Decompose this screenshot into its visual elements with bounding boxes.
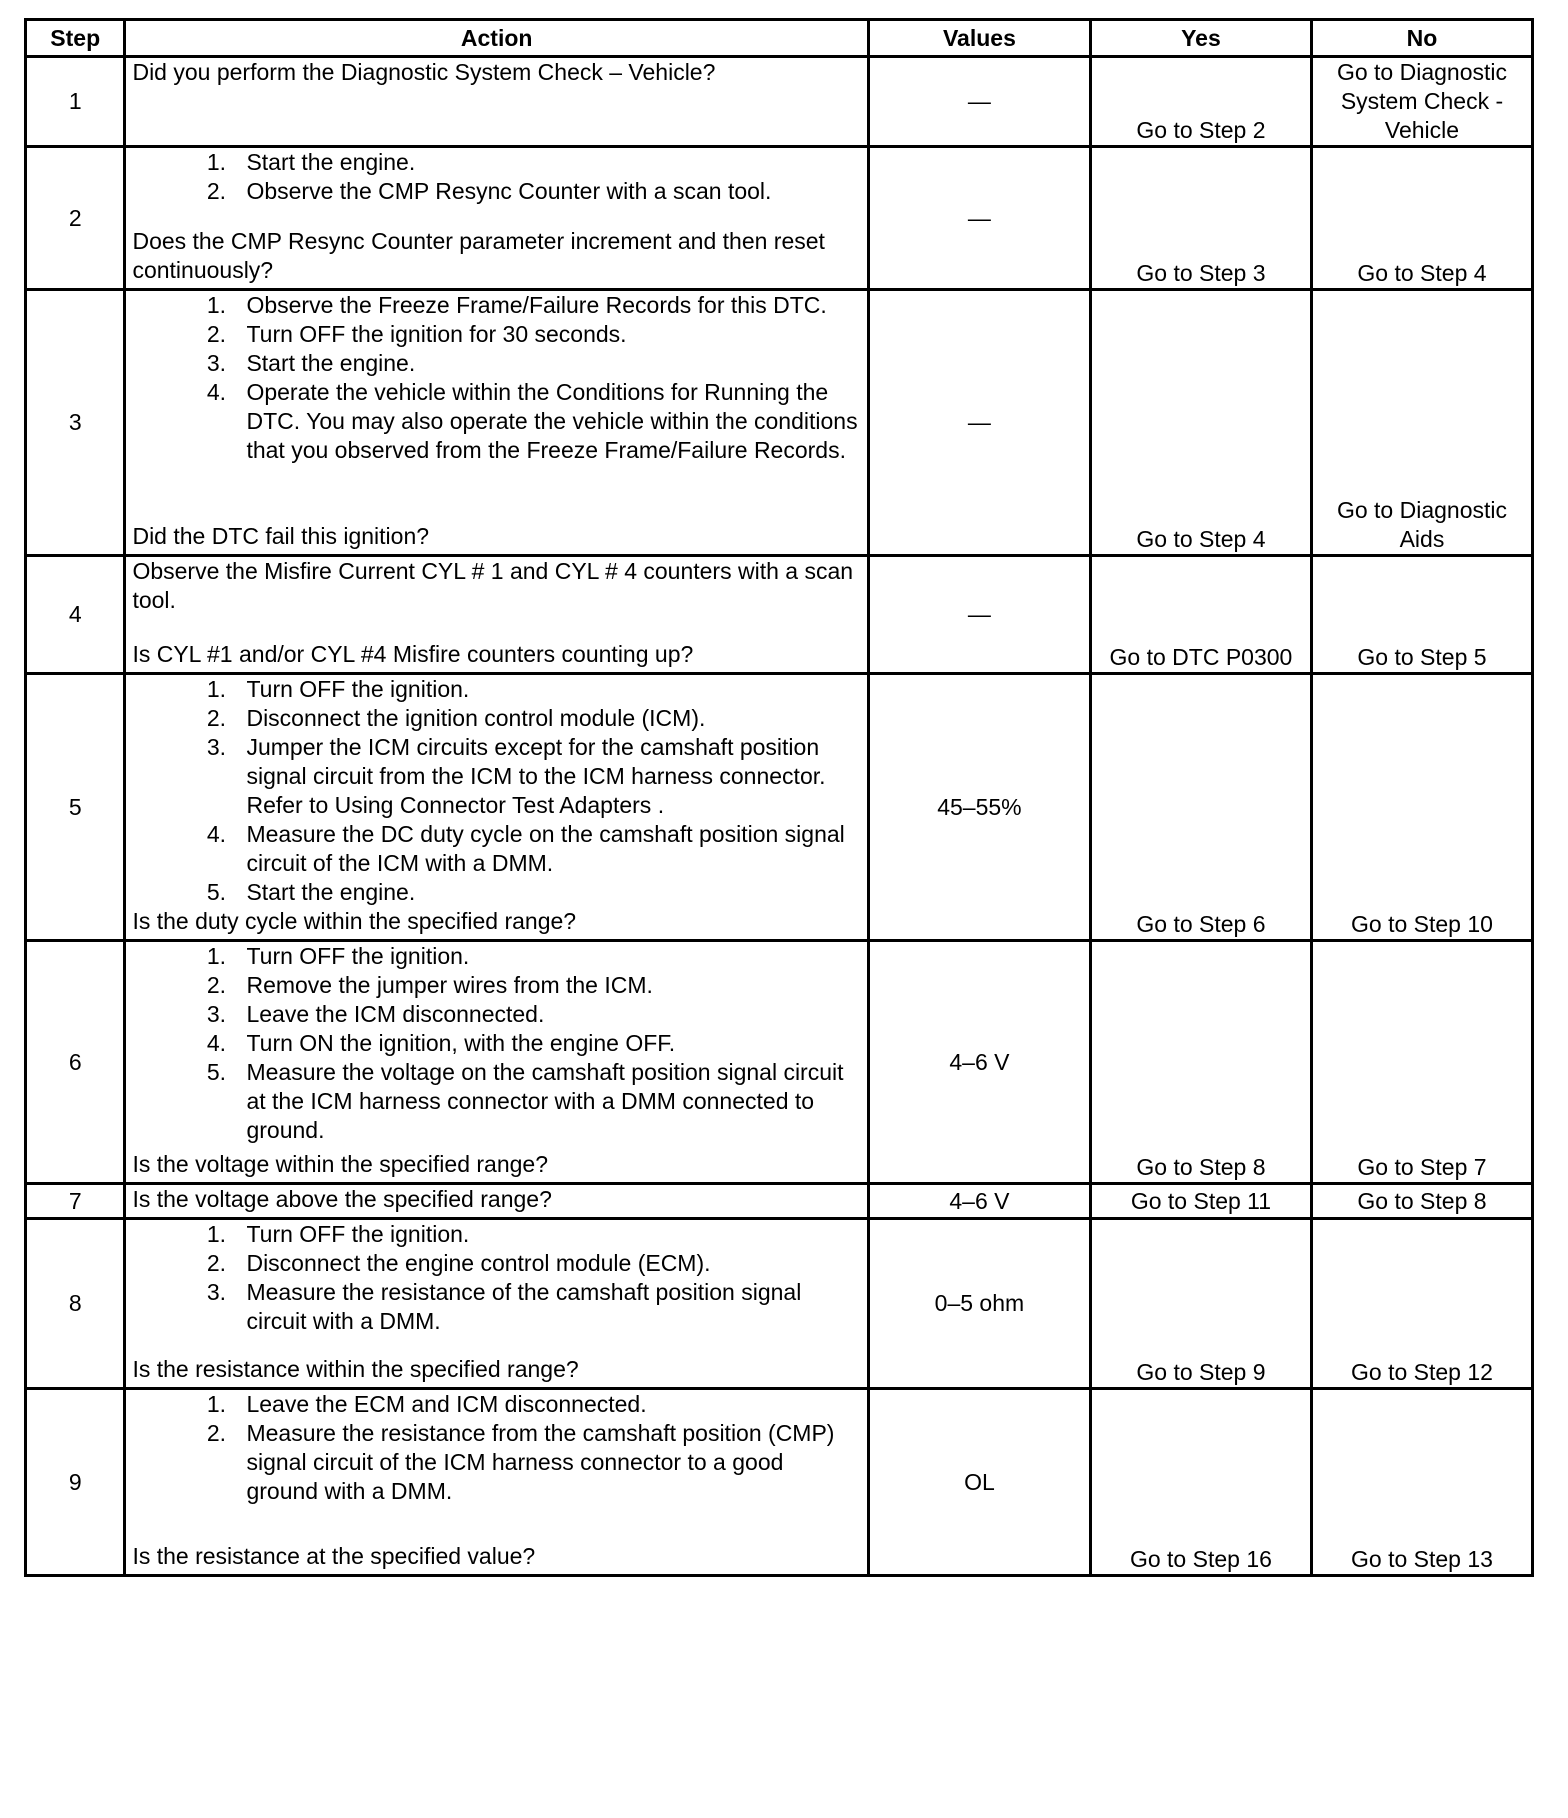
procedure-list <box>132 148 860 206</box>
yes-cell: Go to Step 6 <box>1090 674 1311 941</box>
no-cell: Go to Step 10 <box>1311 674 1532 941</box>
no-cell: Go to Step 12 <box>1311 1219 1532 1389</box>
procedure-item: 3. Start the engine. <box>232 349 860 378</box>
value-cell: 4–6 V <box>868 1184 1090 1219</box>
action-question: Is the resistance within the specified range? <box>132 1356 579 1382</box>
action-intro: Observe the Misfire Current CYL # 1 and CYL # 4 counters with a scan tool. <box>132 558 854 613</box>
header-no: No <box>1311 20 1532 57</box>
procedure-item: 4. Measure the DC duty cycle on the camshaft position signal circuit of the ICM with a DMM. <box>232 820 860 878</box>
no-cell: Go to Step 8 <box>1311 1184 1532 1219</box>
table-body <box>26 57 1533 1576</box>
step-cell: 9 <box>26 1389 125 1576</box>
procedure-list <box>132 675 860 907</box>
step-cell: 2 <box>26 147 125 290</box>
no-cell: Go to Diagnostic System Check - Vehicle <box>1311 57 1532 147</box>
value-cell: — <box>868 57 1090 147</box>
table-row <box>26 290 1533 556</box>
procedure-item: 2. Remove the jumper wires from the ICM. <box>232 971 860 1000</box>
header-values: Values <box>868 20 1090 57</box>
table-row <box>26 57 1533 147</box>
procedure-item: 1. Start the engine. <box>232 148 860 177</box>
procedure-item: 5. Start the engine. <box>232 878 860 907</box>
procedure-item: 5. Measure the voltage on the camshaft position signal circuit at the ICM harness connector with a DMM connected to ground. <box>232 1058 860 1145</box>
action-question: Is the voltage within the specified range? <box>132 1151 548 1177</box>
procedure-list <box>132 1220 860 1336</box>
action-cell <box>125 556 868 674</box>
procedure-item: 1. Turn OFF the ignition. <box>232 1220 860 1249</box>
value-cell: OL <box>868 1389 1090 1576</box>
procedure-item: 2. Measure the resistance from the camshaft position (CMP) signal circuit of the ICM harness connector to a good ground with a DMM. <box>232 1419 860 1506</box>
no-cell: Go to Diagnostic Aids <box>1311 290 1532 556</box>
no-cell: Go to Step 5 <box>1311 556 1532 674</box>
step-cell: 5 <box>26 674 125 941</box>
header-action: Action <box>125 20 868 57</box>
value-cell: 45–55% <box>868 674 1090 941</box>
table-row <box>26 674 1533 941</box>
yes-cell: Go to Step 8 <box>1090 941 1311 1184</box>
action-intro: Did you perform the Diagnostic System Check – Vehicle? <box>132 59 716 85</box>
procedure-item: 4. Operate the vehicle within the Conditions for Running the DTC. You may also operate the vehicle within the conditions that you observed from the Freeze Frame/Failure Records. <box>232 378 860 465</box>
yes-cell: Go to Step 2 <box>1090 57 1311 147</box>
step-cell: 8 <box>26 1219 125 1389</box>
procedure-item: 1. Observe the Freeze Frame/Failure Records for this DTC. <box>232 291 860 320</box>
value-cell: — <box>868 147 1090 290</box>
procedure-item: 4. Turn ON the ignition, with the engine OFF. <box>232 1029 860 1058</box>
yes-cell: Go to Step 4 <box>1090 290 1311 556</box>
yes-cell: Go to DTC P0300 <box>1090 556 1311 674</box>
step-cell: 6 <box>26 941 125 1184</box>
procedure-item: 3. Leave the ICM disconnected. <box>232 1000 860 1029</box>
value-cell: — <box>868 290 1090 556</box>
value-cell: — <box>868 556 1090 674</box>
step-cell: 1 <box>26 57 125 147</box>
procedure-item: 2. Disconnect the ignition control module (ICM). <box>232 704 860 733</box>
procedure-list <box>132 291 860 465</box>
step-cell: 3 <box>26 290 125 556</box>
no-cell: Go to Step 7 <box>1311 941 1532 1184</box>
action-cell <box>125 290 868 556</box>
step-cell: 7 <box>26 1184 125 1219</box>
diagnostic-table <box>24 18 1534 1577</box>
procedure-list <box>132 942 860 1145</box>
value-cell: 4–6 V <box>868 941 1090 1184</box>
table-row <box>26 1184 1533 1219</box>
procedure-item: 1. Leave the ECM and ICM disconnected. <box>232 1390 860 1419</box>
no-cell: Go to Step 4 <box>1311 147 1532 290</box>
header-step: Step <box>26 20 125 57</box>
no-cell: Go to Step 13 <box>1311 1389 1532 1576</box>
table-row <box>26 556 1533 674</box>
action-question: Does the CMP Resync Counter parameter increment and then reset continuously? <box>132 228 825 283</box>
table-row <box>26 1219 1533 1389</box>
action-cell <box>125 1184 868 1219</box>
procedure-item: 1. Turn OFF the ignition. <box>232 675 860 704</box>
yes-cell: Go to Step 11 <box>1090 1184 1311 1219</box>
procedure-item: 3. Jumper the ICM circuits except for the camshaft position signal circuit from the ICM to the ICM harness connector. Refer to Using Connector Test Adapters . <box>232 733 860 820</box>
action-question: Is CYL #1 and/or CYL #4 Misfire counters counting up? <box>132 641 694 667</box>
action-question: Is the duty cycle within the specified range? <box>132 908 577 934</box>
action-intro: Is the voltage above the specified range? <box>132 1186 552 1212</box>
header-row <box>26 20 1533 57</box>
yes-cell: Go to Step 9 <box>1090 1219 1311 1389</box>
table-row <box>26 147 1533 290</box>
procedure-item: 2. Turn OFF the ignition for 30 seconds. <box>232 320 860 349</box>
step-cell: 4 <box>26 556 125 674</box>
action-cell <box>125 57 868 147</box>
table-row <box>26 941 1533 1184</box>
yes-cell: Go to Step 3 <box>1090 147 1311 290</box>
procedure-list <box>132 1390 860 1506</box>
procedure-item: 3. Measure the resistance of the camshaft position signal circuit with a DMM. <box>232 1278 860 1336</box>
action-cell <box>125 147 868 290</box>
action-cell <box>125 941 868 1184</box>
action-cell <box>125 1389 868 1576</box>
yes-cell: Go to Step 16 <box>1090 1389 1311 1576</box>
procedure-item: 2. Observe the CMP Resync Counter with a scan tool. <box>232 177 860 206</box>
action-cell <box>125 1219 868 1389</box>
header-yes: Yes <box>1090 20 1311 57</box>
procedure-item: 2. Disconnect the engine control module (ECM). <box>232 1249 860 1278</box>
action-question: Did the DTC fail this ignition? <box>132 523 430 549</box>
procedure-item: 1. Turn OFF the ignition. <box>232 942 860 971</box>
action-question: Is the resistance at the specified value? <box>132 1543 536 1569</box>
value-cell: 0–5 ohm <box>868 1219 1090 1389</box>
table-row <box>26 1389 1533 1576</box>
action-cell <box>125 674 868 941</box>
